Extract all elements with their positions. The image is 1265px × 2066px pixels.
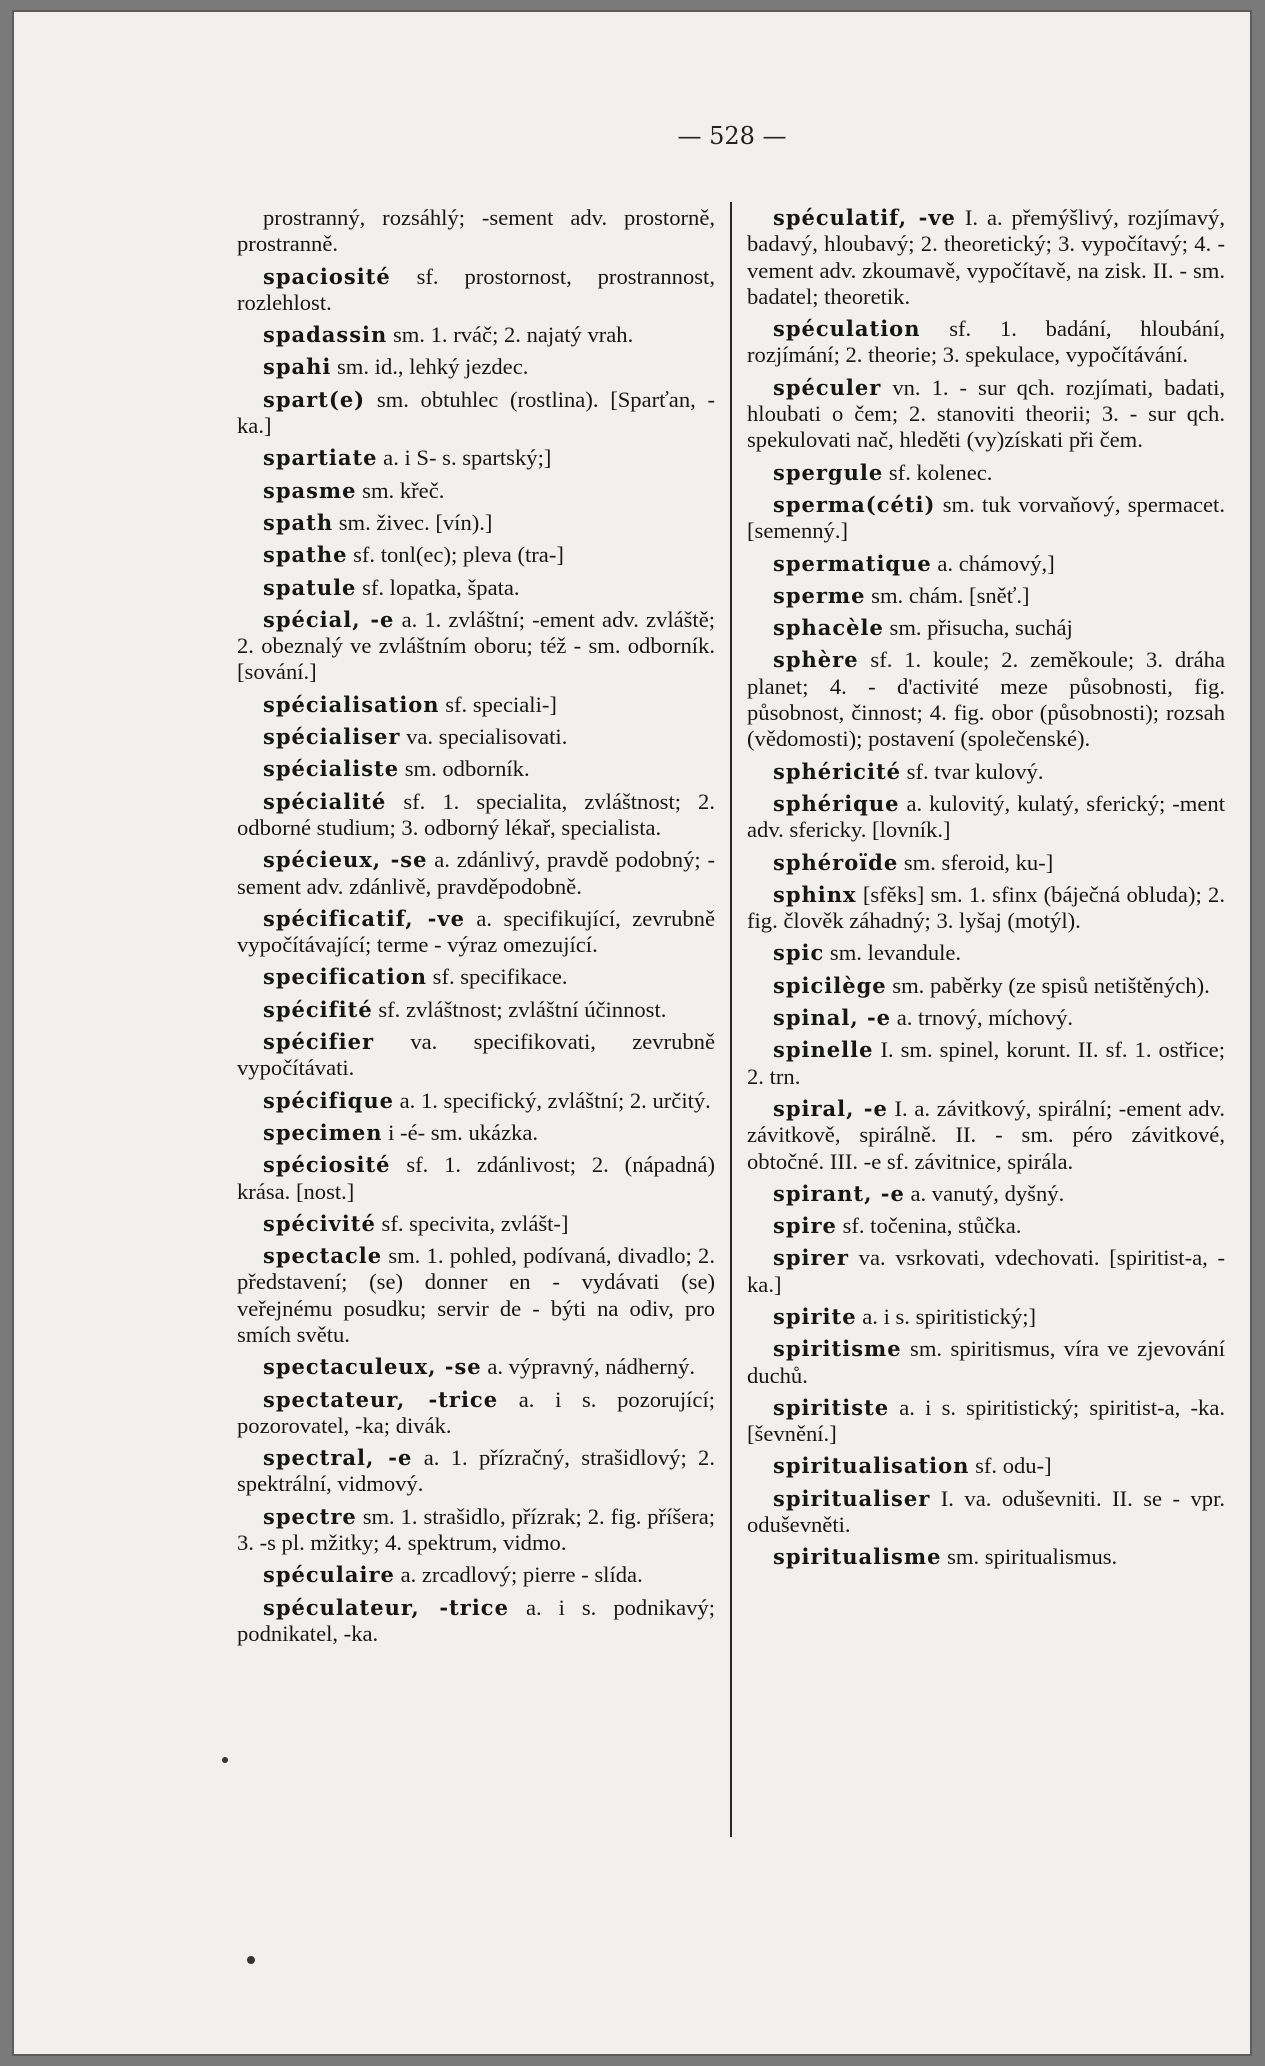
definition: va. vsrkovati, vdechovati. [spiritist-a, -ka.] — [747, 1245, 1225, 1297]
left-entry — [237, 607, 715, 686]
definition: I. va. oduševniti. II. se - vpr. oduševněti. — [747, 1485, 1225, 1538]
right-entry — [747, 1213, 1225, 1239]
headword: spécieux, -se — [263, 847, 428, 873]
headword: spadassin — [263, 322, 388, 348]
right-entry — [747, 1453, 1225, 1479]
left-entry — [237, 756, 715, 782]
right-entry — [747, 205, 1225, 310]
definition: sm. 1. rváč; 2. najatý vrah. — [387, 322, 634, 348]
headword: specimen — [263, 1119, 383, 1145]
headword: spergule — [773, 459, 884, 485]
right-entry — [747, 973, 1225, 999]
left-entry — [237, 322, 715, 348]
left-entry — [237, 692, 715, 718]
left-entry — [237, 575, 715, 601]
headword: sphéroïde — [773, 849, 899, 875]
headword: spire — [773, 1213, 837, 1239]
definition: sm. levandule. — [824, 940, 962, 966]
definition: sm. živec. [vín).] — [333, 509, 493, 535]
definition: sf. točenina, stůčka. — [836, 1213, 1022, 1239]
right-entry — [747, 1005, 1225, 1031]
definition: a. 1. přízračný, strašidlový; 2. spektrální, vidmový. — [237, 1445, 715, 1497]
headword: spéculaire — [263, 1562, 395, 1588]
headword: spécifité — [263, 996, 373, 1022]
headword: specification — [263, 964, 427, 990]
definition: sm. odborník. — [399, 756, 530, 782]
definition: sm. sferoid, ku-] — [898, 849, 1054, 875]
headword: sphinx — [773, 881, 857, 907]
definition: a. chámový,] — [931, 550, 1055, 576]
headword: spectre — [263, 1503, 357, 1529]
definition: sf. prostornost, prostrannost, rozlehlost. — [237, 263, 715, 315]
headword: spécialisation — [263, 691, 440, 717]
left-entry — [237, 997, 715, 1023]
headword: spathe — [263, 542, 348, 568]
headword: spinal, -e — [773, 1005, 892, 1031]
left-entry — [237, 445, 715, 471]
definition: sm. spiritualismus. — [941, 1544, 1118, 1570]
definition: sf. lopatka, špata. — [356, 574, 520, 600]
definition: [sfěks] sm. 1. sfinx (báječná obluda); 2. fig. člověk záhadný; 3. lyšaj (motýl). — [747, 881, 1225, 934]
definition: sf. 1. koule; 2. zeměkoule; 3. dráha planet; 4. - d'activité meze působnosti, fig. působnost, činnost; 4. fig. obor (působnosti); rozsah (vědomosti); postavení (společenské). — [747, 647, 1225, 752]
definition: sm. tuk vorvaňový, spermacet. [semenný.] — [747, 491, 1225, 544]
right-entry — [747, 1544, 1225, 1570]
definition: a. vanutý, dyšný. — [904, 1180, 1065, 1206]
right-entry — [747, 551, 1225, 577]
definition: I. sm. spinel, korunt. II. sf. 1. ostřice; 2. trn. — [747, 1037, 1225, 1089]
headword: spécifier — [263, 1029, 375, 1055]
definition: sf. odu-] — [969, 1453, 1052, 1479]
definition: va. specialisovati. — [400, 724, 568, 750]
definition: va. specifikovati, zevrubně vypočítávati. — [237, 1029, 715, 1081]
headword: spinelle — [773, 1037, 874, 1063]
headword: spéciosité — [263, 1152, 391, 1178]
headword: spirer — [773, 1245, 849, 1271]
column-divider — [730, 202, 732, 1837]
left-entry — [237, 1354, 715, 1380]
left-entry — [237, 847, 715, 900]
headword: sperme — [773, 582, 866, 608]
headword: sphacèle — [773, 615, 884, 641]
headword: spasme — [263, 477, 357, 503]
definition: sf. tvar kulový. — [901, 758, 1044, 784]
definition: sm. přisucha, sucháj — [883, 615, 1073, 641]
left-entry — [237, 789, 715, 842]
headword: spirite — [773, 1303, 857, 1329]
dictionary-page — [12, 10, 1252, 2056]
headword: spéculatif, -ve — [773, 205, 956, 230]
definition: sm. obtuhlec (rostlina). [Sparťan, -ka.] — [237, 386, 715, 439]
right-entry — [747, 759, 1225, 785]
headword: sperma(céti) — [773, 491, 936, 517]
definition: a. 1. zvláštní; -ement adv. zvláště; 2. obeznalý ve zvláštním oboru; též - sm. odborník. [sování.] — [237, 606, 715, 685]
definition: a. specifikující, zevrubně vypočítávající; terme - výraz omezující. — [237, 905, 715, 958]
definition: i -é- sm. ukázka. — [382, 1119, 539, 1145]
headword: spécialiser — [263, 724, 401, 750]
headword: spic — [773, 940, 825, 966]
left-entry — [237, 542, 715, 568]
headword: spectaculeux, -se — [263, 1354, 482, 1380]
headword: sphérique — [773, 790, 900, 816]
definition: sf. zvláštnost; zvláštní účinnost. — [372, 996, 667, 1022]
margin-dot-mark — [222, 1757, 228, 1763]
definition: a. 1. specifický, zvláštní; 2. určitý. — [393, 1087, 711, 1113]
headword: spahi — [263, 354, 332, 380]
headword: spaciosité — [263, 263, 391, 289]
definition: sm. křeč. — [356, 477, 445, 503]
headword: spécial, -e — [263, 606, 395, 632]
definition: sf. 1. specialita, zvláštnost; 2. odborné studium; 3. odborný lékař, specialista. — [237, 788, 715, 840]
definition: sf. speciali-] — [439, 691, 557, 717]
definition: sf. tonl(ec); pleva (tra-] — [347, 542, 564, 568]
right-entry — [747, 1486, 1225, 1539]
definition: sf. 1. badání, hloubání, rozjímání; 2. theorie; 3. spekulace, vypočítávání. — [747, 316, 1225, 368]
headword: sphère — [773, 647, 859, 673]
headword: spiritiste — [773, 1394, 890, 1420]
headword: spicilège — [773, 972, 887, 998]
right-entry — [747, 615, 1225, 641]
left-entry — [237, 1387, 715, 1440]
headword: spécialiste — [263, 756, 400, 782]
definition: sf. 1. zdánlivost; 2. (nápadná) krása. [nost.] — [237, 1152, 715, 1204]
headword: spectacle — [263, 1243, 383, 1269]
headword: spéculation — [773, 316, 921, 342]
headword: spéculateur, -trice — [263, 1594, 509, 1620]
right-entry — [747, 1336, 1225, 1389]
headword: spart(e) — [263, 386, 366, 412]
left-entry — [237, 1211, 715, 1237]
right-entry — [747, 492, 1225, 545]
definition: sf. kolenec. — [883, 459, 993, 485]
headword: spiritisme — [773, 1336, 902, 1362]
left-entry — [237, 264, 715, 317]
right-entry — [747, 940, 1225, 966]
definition: a. i s. podnikavý; podnikatel, -ka. — [237, 1594, 715, 1646]
left-entry — [237, 510, 715, 536]
left-entry — [237, 1504, 715, 1557]
definition: a. i S- s. spartský;] — [377, 445, 552, 471]
right-entry — [747, 375, 1225, 454]
right-entry — [747, 1037, 1225, 1090]
definition: a. i s. pozorující; pozorovatel, -ka; divák. — [237, 1386, 715, 1438]
right-entry — [747, 1181, 1225, 1207]
left-entry — [237, 906, 715, 959]
headword: sphéricité — [773, 758, 902, 784]
left-entry — [237, 1120, 715, 1146]
right-entry — [747, 583, 1225, 609]
left-entry — [237, 964, 715, 990]
headword: spécificatif, -ve — [263, 905, 465, 931]
headword: spiral, -e — [773, 1095, 888, 1121]
left-entry — [237, 1088, 715, 1114]
headword: spiritualisation — [773, 1453, 970, 1479]
right-entry — [747, 460, 1225, 486]
headword: spectral, -e — [263, 1445, 413, 1471]
headword: spatule — [263, 574, 357, 600]
definition: sf. specifikace. — [427, 964, 568, 990]
definition: sm. 1. pohled, podívaná, divadlo; 2. představení; (se) donner en - vydávati (se) veřejnému posudku; servir de - býti na odiv, pro smích světu. — [237, 1243, 715, 1347]
definition: a. kulovitý, kulatý, sferický; -ment adv. sfericky. [lovník.] — [747, 790, 1225, 843]
definition: a. trnový, míchový. — [891, 1005, 1074, 1031]
definition: sm. chám. [sněť.] — [865, 582, 1030, 608]
left-entry — [237, 478, 715, 504]
left-entry — [237, 354, 715, 380]
left-column — [237, 205, 715, 1653]
definition: a. i s. spiritistický;] — [856, 1303, 1037, 1329]
right-column — [747, 205, 1225, 1577]
headword: spath — [263, 509, 334, 535]
definition: I. a. přemýšlivý, rozjímavý, badavý, hloubavý; 2. theoretický; 3. vypočítavý; 4. -vement adv. zkoumavě, vypočítavě, na zisk. II. - sm. badatel; theoretik. — [747, 205, 1225, 309]
headword: spéculer — [773, 374, 882, 400]
right-entry — [747, 1304, 1225, 1330]
definition: a. výpravný, nádherný. — [481, 1354, 695, 1380]
definition: sm. paběrky (ze spisů netištěných). — [886, 972, 1210, 998]
left-entry — [237, 1243, 715, 1348]
right-entry — [747, 791, 1225, 844]
right-entry — [747, 882, 1225, 935]
left-entry — [237, 1562, 715, 1588]
definition: sm. id., lehký jezdec. — [331, 354, 529, 380]
right-entry — [747, 1395, 1225, 1448]
right-entry — [747, 1245, 1225, 1298]
definition: sm. spiritismus, víra ve zjevování duchů. — [747, 1336, 1225, 1388]
left-entry — [237, 1445, 715, 1498]
definition: vn. 1. - sur qch. rozjímati, badati, hloubati o čem; 2. stanoviti theorii; 3. - sur qch. spekulovati nač, hleděti (vy)získati při čem. — [747, 374, 1225, 453]
definition: a. zrcadlový; pierre - slída. — [394, 1562, 643, 1588]
right-entry — [747, 316, 1225, 369]
left-entry — [237, 1152, 715, 1205]
left-entry — [237, 1029, 715, 1082]
margin-dot-mark — [247, 1956, 255, 1964]
headword: spartiate — [263, 445, 378, 471]
right-entry — [747, 647, 1225, 752]
headword: spermatique — [773, 550, 932, 576]
page-number: — 528 — — [677, 122, 787, 150]
headword: spécifique — [263, 1087, 394, 1113]
left-entry: prostranný, rozsáhlý; -sement adv. prostorně, prostranně. — [237, 205, 715, 257]
headword: spirant, -e — [773, 1180, 905, 1206]
right-entry — [747, 1096, 1225, 1175]
definition: I. a. závitkový, spirální; -ement adv. závitkově, spirálně. II. - sm. péro závitkové, obtočné. III. -e sf. závitnice, spirála. — [747, 1095, 1226, 1174]
left-entry — [237, 387, 715, 440]
headword: spectateur, -trice — [263, 1386, 499, 1412]
headword: spécivité — [263, 1210, 376, 1236]
definition: sf. specivita, zvlášt-] — [375, 1210, 569, 1236]
definition: a. zdánlivý, pravdě podobný; -sement adv. zdánlivě, pravděpodobně. — [237, 847, 715, 899]
left-entry — [237, 724, 715, 750]
right-entry — [747, 850, 1225, 876]
headword: spiritualiser — [773, 1485, 931, 1511]
definition: sm. 1. strašidlo, přízrak; 2. fig. příšera; 3. -s pl. mžitky; 4. spektrum, vidmo. — [237, 1503, 715, 1556]
definition: a. i s. spiritistický; spiritist-a, -ka. [ševnění.] — [747, 1394, 1225, 1447]
left-entry — [237, 1595, 715, 1648]
headword: spécialité — [263, 788, 387, 814]
headword: spiritualisme — [773, 1544, 942, 1570]
